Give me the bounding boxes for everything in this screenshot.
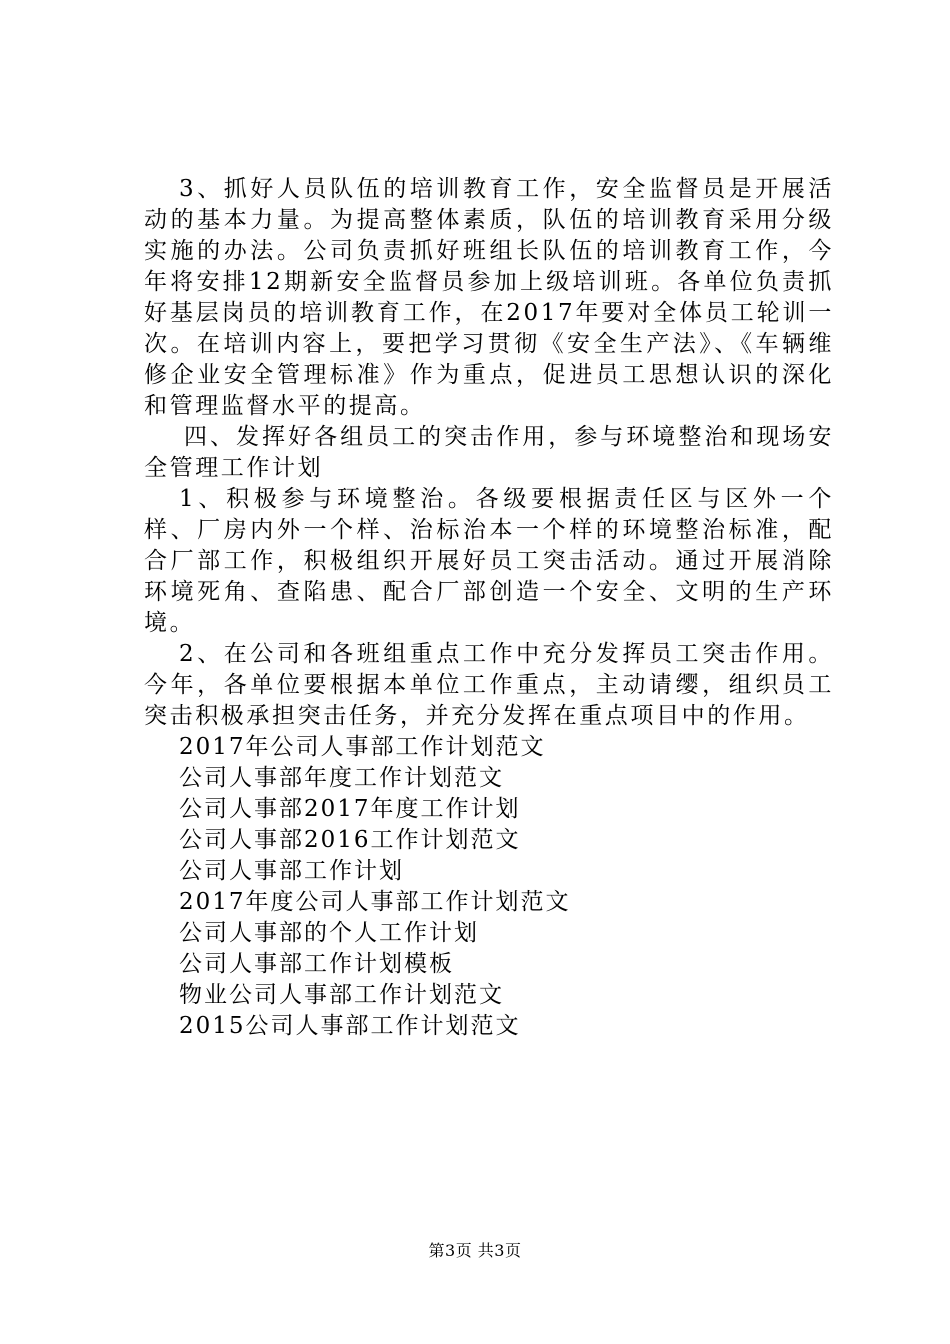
section-heading-four: 四、发挥好各组员工的突击作用，参与环境整治和现场安全管理工作计划 [144, 424, 834, 481]
paragraph-training: 3、抓好人员队伍的培训教育工作，安全监督员是开展活动的基本力量。为提高整体素质，队伍的培训教育采用分级实施的办法。公司负责抓好班组长队伍的培训教育工作，今年将安排12期新安全监督员参加上级培训班。各单位负责抓好基层岗员的培训教育工作，在2017年要对全体员工轮训一次。在培训内容上，要把学习贯彻《安全生产法》、《车辆维修企业安全管理标准》作为重点，促进员工思想认识的深化和管理监督水平的提高。 [144, 176, 834, 419]
paragraph-environment: 1、积极参与环境整治。各级要根据责任区与区外一个样、厂房内外一个样、治标治本一个样的环境整治标准，配合厂部工作，积极组织开展好员工突击活动。通过开展消除环境死角、查陷患、配合厂部创造一个安全、文明的生产环境。 [144, 486, 834, 636]
related-link[interactable]: 2017年度公司人事部工作计划范文 [179, 889, 571, 915]
related-link[interactable]: 公司人事部工作计划模板 [179, 951, 454, 977]
page-footer: 第3页 共3页 [428, 1241, 522, 1260]
related-link[interactable]: 公司人事部年度工作计划范文 [179, 765, 504, 791]
related-link[interactable]: 2015公司人事部工作计划范文 [179, 1013, 521, 1039]
related-link[interactable]: 2017年公司人事部工作计划范文 [179, 734, 546, 760]
paragraph-key-work: 2、在公司和各班组重点工作中充分发挥员工突击作用。今年，各单位要根据本单位工作重点，主动请缨，组织员工突击积极承担突击任务，并充分发挥在重点项目中的作用。 [144, 641, 834, 729]
related-link[interactable]: 公司人事部工作计划 [179, 858, 404, 884]
related-links-list [144, 732, 834, 1042]
document-body [144, 174, 834, 1042]
related-link[interactable]: 公司人事部2016工作计划范文 [179, 827, 521, 853]
related-link[interactable]: 公司人事部2017年度工作计划 [179, 796, 521, 822]
related-link[interactable]: 物业公司人事部工作计划范文 [179, 982, 504, 1008]
related-link[interactable]: 公司人事部的个人工作计划 [179, 920, 479, 946]
